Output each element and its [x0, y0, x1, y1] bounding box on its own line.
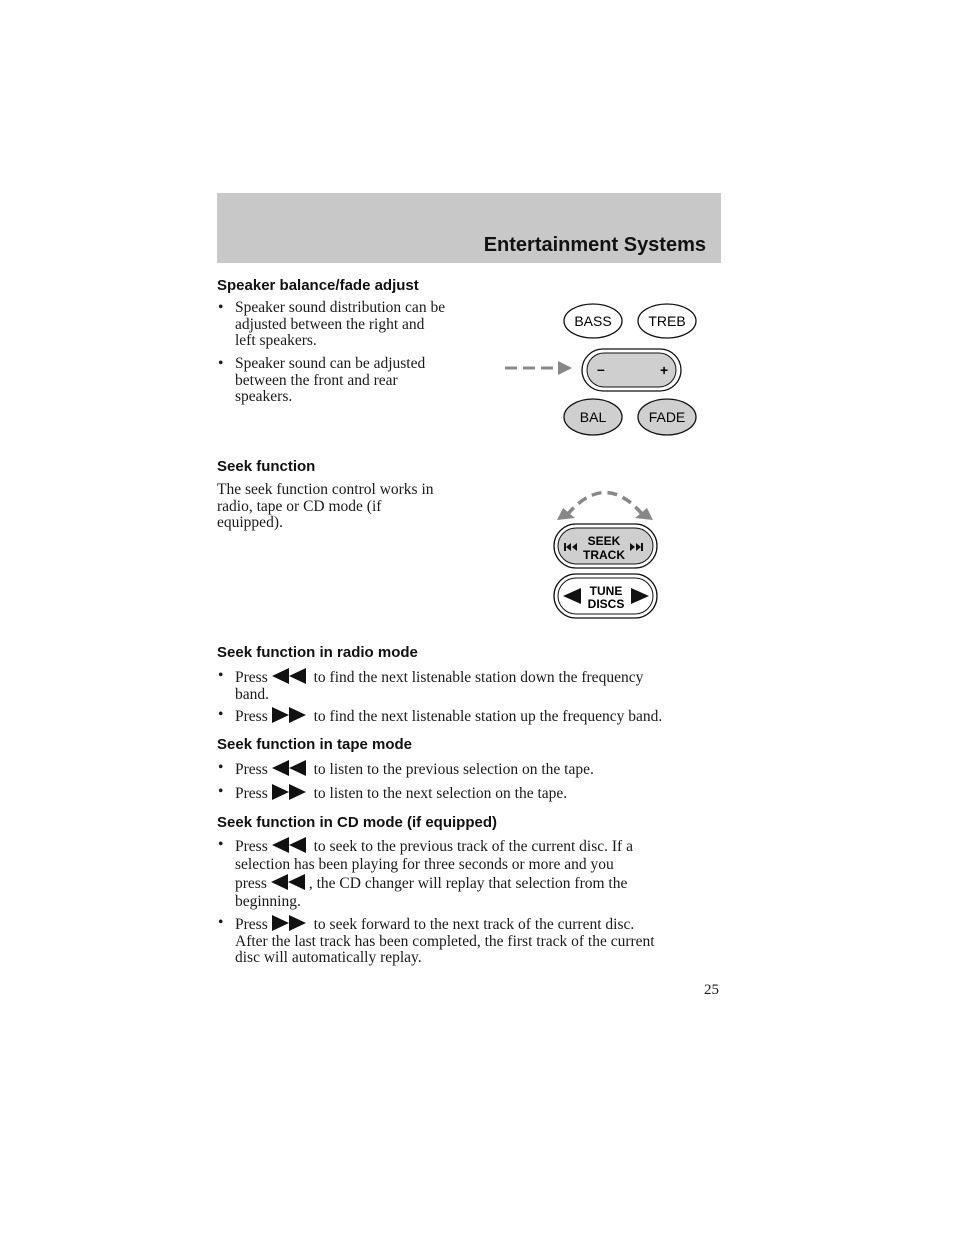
cd-heading: Seek function in CD mode (if equipped) — [217, 814, 498, 831]
svg-text:TRACK: TRACK — [583, 548, 625, 562]
seek-heading: Seek function — [217, 458, 316, 475]
rewind-icon — [272, 760, 306, 776]
dashed-pointer-arrow — [505, 361, 572, 375]
tune-discs-rocker — [554, 574, 657, 618]
seek-track-rocker — [554, 524, 657, 568]
rewind-icon — [271, 874, 305, 890]
rewind-icon — [272, 668, 306, 684]
fast-forward-icon — [272, 707, 306, 723]
svg-text:SEEK: SEEK — [587, 534, 621, 548]
fade-button — [638, 399, 696, 435]
fast-forward-icon — [272, 784, 306, 800]
svg-text:FADE: FADE — [648, 409, 686, 425]
seek-tune-illustration — [545, 480, 670, 622]
svg-text:+: + — [660, 362, 669, 378]
svg-text:TREB: TREB — [648, 313, 686, 329]
fast-forward-icon — [272, 915, 306, 931]
svg-text:TUNE: TUNE — [589, 584, 623, 598]
treb-button — [638, 304, 696, 338]
svg-text:–: – — [597, 361, 605, 377]
svg-text:DISCS: DISCS — [587, 597, 625, 611]
svg-text:BASS: BASS — [574, 313, 612, 329]
speaker-heading: Speaker balance/fade adjust — [217, 277, 419, 294]
svg-text:BAL: BAL — [579, 409, 607, 425]
seek-body: The seek function control works in radio, tape or CD mode (if equipped). — [217, 481, 434, 531]
section-header-bar — [217, 193, 721, 263]
radio-heading: Seek function in radio mode — [217, 644, 418, 661]
section-title: Entertainment Systems — [483, 234, 706, 256]
speaker-controls-illustration — [500, 300, 710, 440]
rewind-icon — [272, 837, 306, 853]
page-number: 25 — [704, 982, 719, 998]
bal-button — [564, 399, 622, 435]
minus-plus-rocker — [582, 349, 681, 391]
tape-heading: Seek function in tape mode — [217, 736, 413, 753]
curved-dashed-arrow — [557, 493, 653, 521]
bass-button — [564, 304, 622, 338]
